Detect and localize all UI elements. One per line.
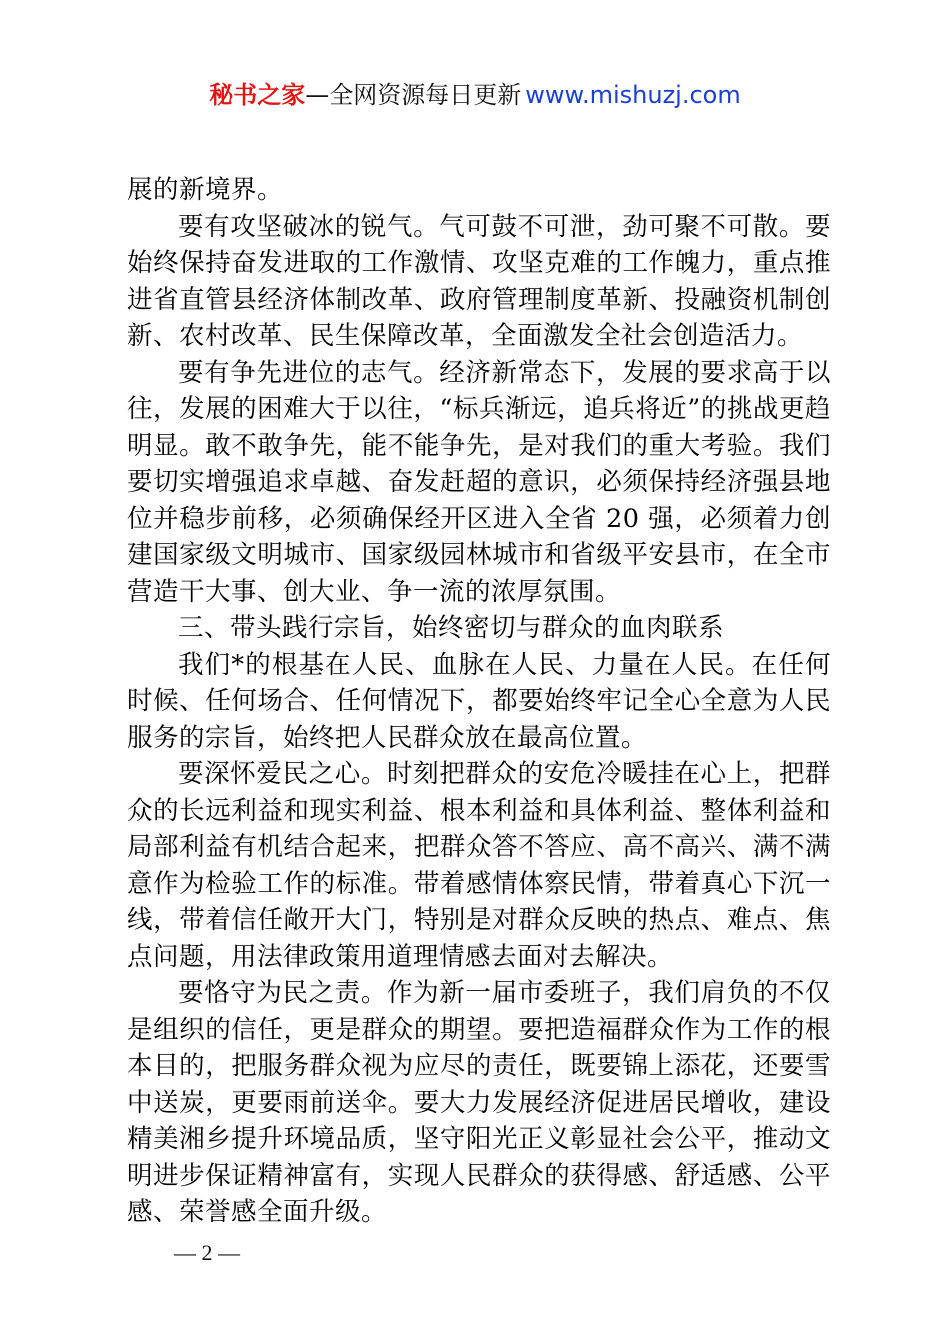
paragraph: 要恪守为民之责。作为新一届市委班子，我们肩负的不仅是组织的信任，更是群众的期望。要把造福群众作为工作的根本目的，把服务群众视为应尽的责任，既要锦上添花，还要雪中送炭，更要雨前送伞。要大力发展经济促进居民增收，建设精美湘乡提升环境品质，坚守阳光正义彰显社会公平，推动文明进步保证精神富有，实现人民群众的获得感、舒适感、公平感、荣誉感全面升级。: [127, 978, 831, 1227]
page-number: — 2 —: [174, 1240, 240, 1265]
document-body: [127, 172, 831, 1231]
header-tagline: —全网资源每日更新: [305, 81, 522, 109]
paragraph: 要有攻坚破冰的锐气。气可鼓不可泄，劲可聚不可散。要始终保持奋发进取的工作激情、攻坚克难的工作魄力，重点推进省直管县经济体制改革、政府管理制度革新、投融资机制创新、农村改革、民生保障改革，全面激发全社会创造活力。: [127, 211, 831, 351]
header-url-link[interactable]: www.mishuzj.com: [525, 81, 741, 109]
paragraph: 要深怀爱民之心。时刻把群众的安危冷暖挂在心上，把群众的长远利益和现实利益、根本利益和具体利益、整体利益和局部利益有机结合起来，把群众答不答应、高不高兴、满不满意作为检验工作的标准。带着感情体察民情，带着真心下沉一线，带着信任敞开大门，特别是对群众反映的热点、难点、焦点问题，用法律政策用道理情感去面对去解决。: [127, 759, 831, 972]
paragraph: 我们*的根基在人民、血脉在人民、力量在人民。在任何时候、任何场合、任何情况下，都要始终牢记全心全意为人民服务的宗旨，始终把人民群众放在最高位置。: [127, 649, 831, 753]
paragraph-continuation: 展的新境界。: [127, 175, 284, 205]
page-header: [0, 78, 950, 112]
header-brand: 秘书之家: [209, 81, 306, 109]
section-heading: 三、带头践行宗旨，始终密切与群众的血肉联系: [178, 613, 725, 643]
paragraph: 要有争先进位的志气。经济新常态下，发展的要求高于以往，发展的困难大于以往，“标兵渐远，追兵将近”的挑战更趋明显。敢不敢争先，能不能争先，是对我们的重大考验。我们要切实增强追求卓越、奋发赶超的意识，必须保持经济强县地位并稳步前移，必须确保经开区进入全省 20 强，必须着力创建国家级文明城市、国家级园林城市和省级平安县市，在全市营造干大事、创大业、争一流的浓厚氛围。: [127, 357, 831, 607]
